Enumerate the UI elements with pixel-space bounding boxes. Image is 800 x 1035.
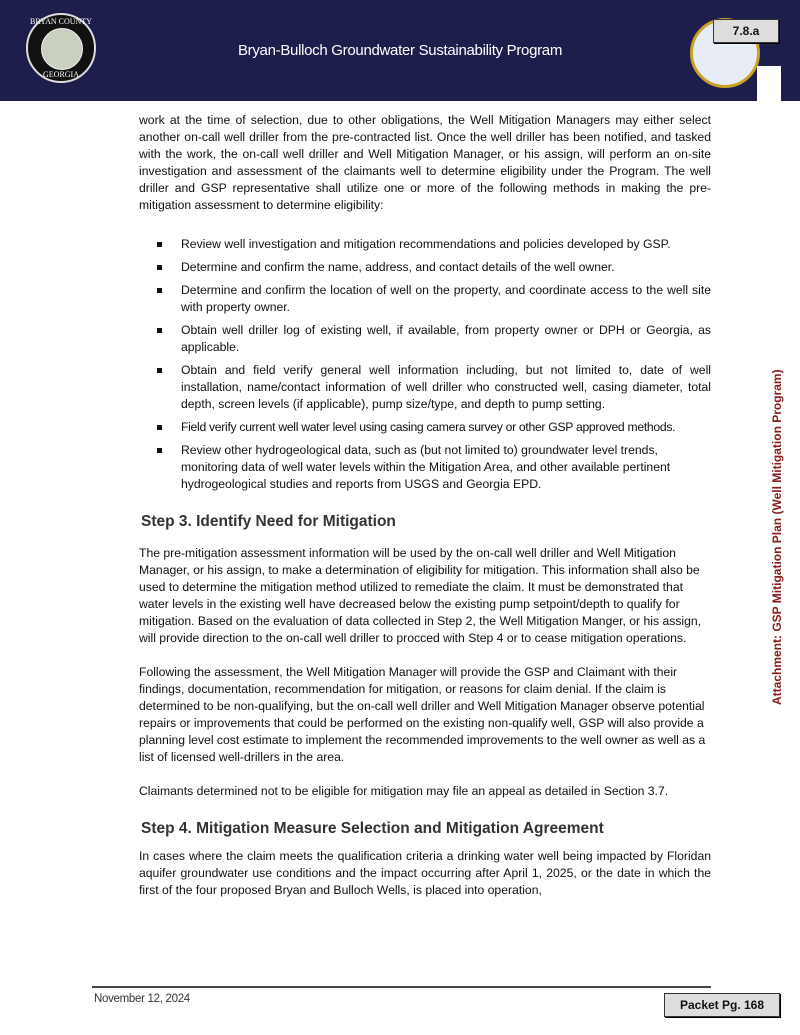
list-item: Obtain and field verify general well information including, but not limited to, date of well installation, name/contact information of well driller who constructed well, casing diameter, total depth, screen levels (if applicable), pump size/type, and depth to pump setting.: [139, 362, 711, 413]
step4-heading: Step 4. Mitigation Measure Selection and Mitigation Agreement: [141, 820, 604, 837]
step3-paragraph-2: Following the assessment, the Well Mitigation Manager will provide the GSP and Claimant with their findings, documentation, recommendation for mitigation, or reasons for claim denial. If the claim is determined to be non-qualifying, but the on-call well driller and Well Mitigation Manager observe potential repairs or improvements that could be performed on the existing non-qualify well, GSP will also provide a planning level cost estimate to implement the recommended improvements to the well owner as well as a list of licensed well-drillers in the area.: [139, 665, 706, 764]
assessment-methods-list: [139, 236, 711, 493]
step3-heading: Step 3. Identify Need for Mitigation: [141, 513, 396, 530]
list-item: Obtain well driller log of existing well, if available, from property owner or DPH or Georgia, as applicable.: [139, 322, 711, 356]
header-banner: [0, 0, 800, 101]
footer-date: November 12, 2024: [94, 993, 190, 1005]
intro-paragraph: work at the time of selection, due to other obligations, the Well Mitigation Managers may either select another on-call well driller from the pre-contracted list. Once the well driller has been notified, and tasked with the work, the on-call well driller and Well Mitigation Manager, or his assign, will perform an on-site investigation and assessment of the claimants well to determine eligibility under the Program. The well driller and GSP representative shall utilize one or more of the following methods in making the pre-mitigation assessment to determine eligibility:: [139, 113, 711, 212]
header-title: Bryan-Bulloch Groundwater Sustainability Program: [237, 42, 563, 59]
list-item: Review other hydrogeological data, such as (but not limited to) groundwater level trends, monitoring data of well water levels within the Mitigation Area, and other available pertinent hydrogeological studies and reports from USGS and Georgia EPD.: [139, 442, 711, 493]
list-item: Determine and confirm the location of well on the property, and coordinate access to the well site with property owner.: [139, 282, 711, 316]
attachment-sidebar-label: Attachment: GSP Mitigation Plan (Well Mitigation Program): [770, 369, 784, 705]
list-item: Determine and confirm the name, address, and contact details of the well owner.: [139, 259, 711, 276]
step4-paragraph-1: In cases where the claim meets the qualification criteria a drinking water well being impacted by Floridan aquifer groundwater use conditions and the impact occurring after April 1, 2025, or the date in which the first of the four proposed Bryan and Bulloch Wells, is placed into operation,: [139, 849, 711, 897]
document-body: [139, 112, 711, 899]
agenda-item-tag: 7.8.a: [713, 19, 779, 43]
footer-divider: [92, 986, 711, 988]
seal-text-bottom: GEORGIA: [43, 70, 79, 79]
list-item: Review well investigation and mitigation recommendations and policies developed by GSP.: [139, 236, 711, 253]
step3-paragraph-3: Claimants determined not to be eligible for mitigation may file an appeal as detailed in Section 3.7.: [139, 784, 669, 798]
list-item: Field verify current well water level using casing camera survey or other GSP approved methods.: [139, 419, 711, 436]
packet-page-badge: Packet Pg. 168: [664, 993, 780, 1017]
step3-paragraph-1: The pre-mitigation assessment information will be used by the on-call well driller and Well Mitigation Manager, or his assign, to make a determination of eligibility for mitigation. This information shall also be used to determine the mitigation method utilized to remediate the claim. It must be demonstrated that water levels in the existing well have decreased below the existing pump setpoint/depth to qualify for mitigation. Based on the evaluation of data collected in Step 2, the Well Mitigation Manger, or his assign, will provide direction to the on-call well driller to procced with Step 4 or to cease mitigation operations.: [139, 546, 702, 645]
seal-text-top: BRYAN COUNTY: [29, 17, 92, 26]
